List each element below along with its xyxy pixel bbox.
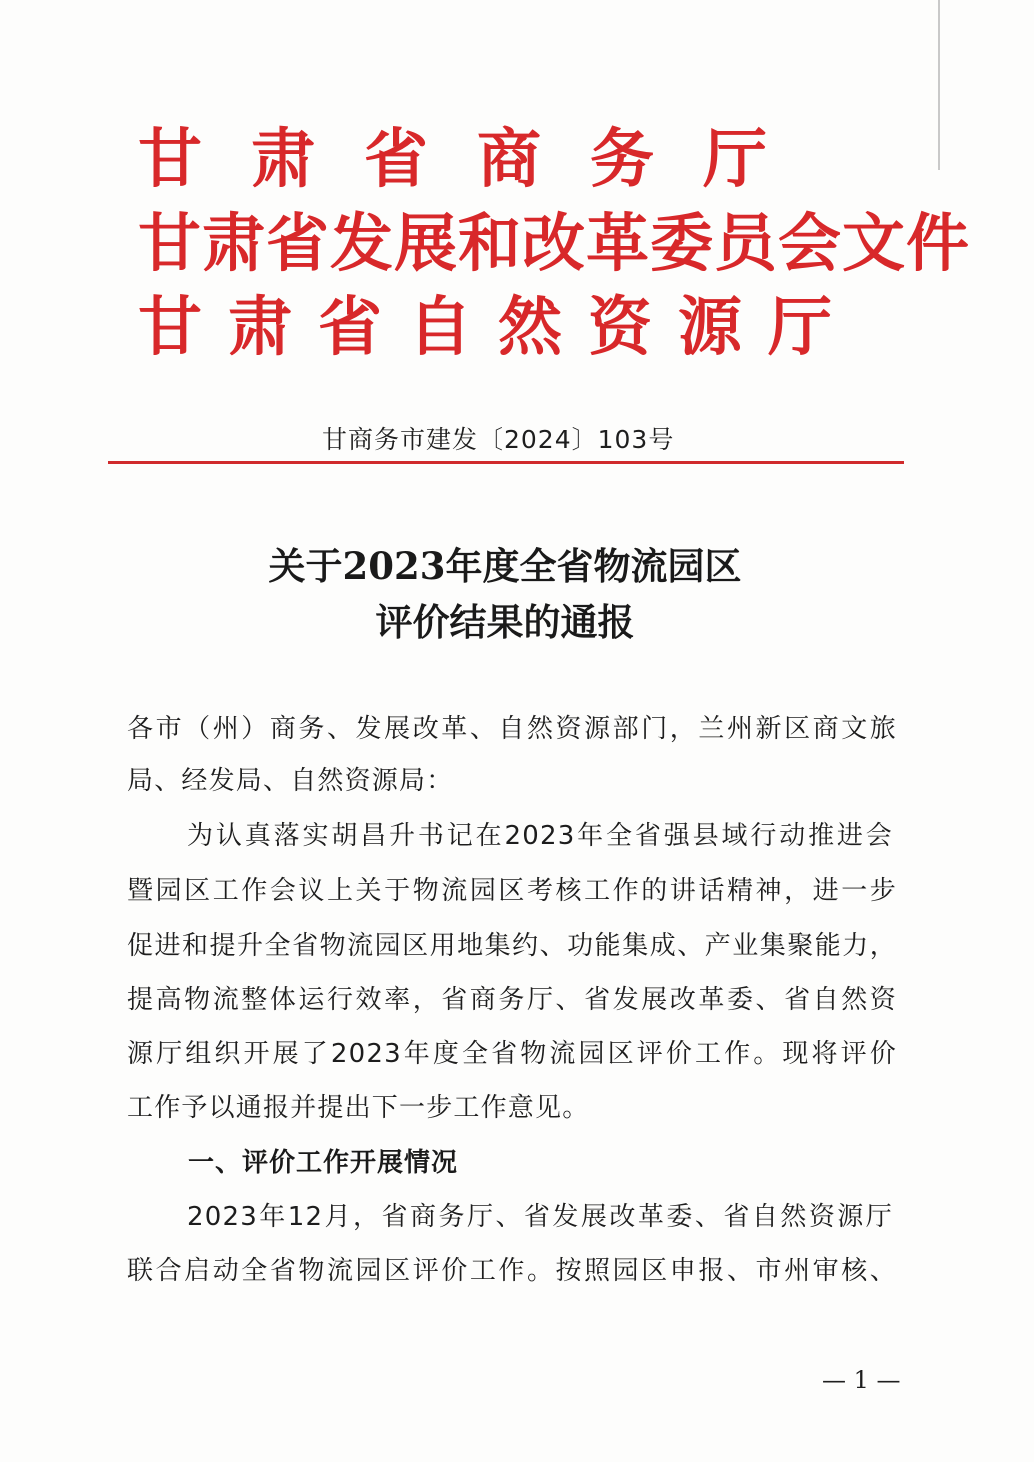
addressee-line-2: 局、经发局、自然资源局： — [127, 766, 454, 796]
paragraph-line: 源厅组织开展了2023年度全省物流园区评价工作。现将评价 — [127, 1039, 897, 1069]
paragraph-line: 提高物流整体运行效率，省商务厅、省发展改革委、省自然资 — [127, 985, 897, 1015]
scan-edge-line — [938, 0, 940, 170]
section-heading: 一、评价工作开展情况 — [188, 1148, 459, 1178]
page-number: — 1 — — [822, 1366, 901, 1394]
paragraph-line: 促进和提升全省物流园区用地集约、功能集成、产业集聚能力， — [127, 931, 897, 961]
paragraph-line: 为认真落实胡昌升书记在2023年全省强县域行动推进会 — [187, 821, 893, 851]
header-agency-ndrc: 甘肃省发展和改革委员会文件 — [138, 206, 970, 280]
addressee-line-1: 各市（州）商务、发展改革、自然资源部门，兰州新区商文旅 — [127, 714, 897, 744]
header-agency-commerce: 甘肃省商务厅 — [138, 122, 816, 197]
section-line: 联合启动全省物流园区评价工作。按照园区申报、市州审核、 — [127, 1256, 897, 1286]
paragraph-line: 工作予以通报并提出下一步工作意见。 — [127, 1093, 590, 1123]
section-line: 2023年12月，省商务厅、省发展改革委、省自然资源厅 — [187, 1202, 893, 1232]
notice-title-line-2: 评价结果的通报 — [375, 600, 635, 644]
notice-title-line-1: 关于2023年度全省物流园区 — [268, 544, 742, 588]
red-separator-rule — [108, 461, 904, 464]
header-agency-natural-resources: 甘肃省自然资源厅 — [138, 290, 858, 365]
paragraph-line: 暨园区工作会议上关于物流园区考核工作的讲话精神，进一步 — [127, 876, 897, 906]
document-number: 甘商务市建发〔2024〕103号 — [322, 425, 675, 454]
